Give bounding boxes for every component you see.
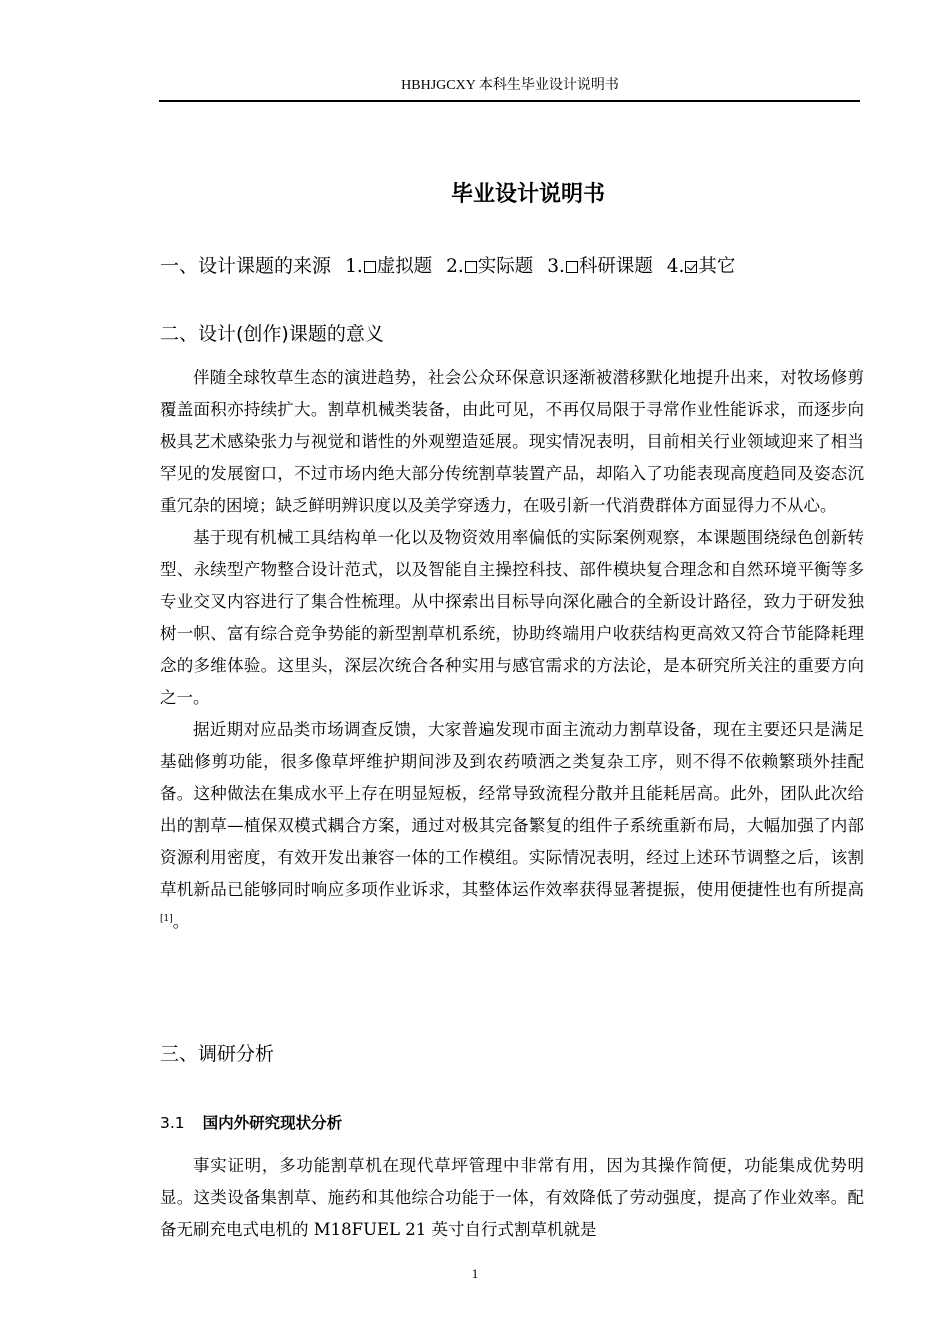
source-option-research: 3. 科研课题 bbox=[547, 256, 653, 277]
subsection-number: 3.1 bbox=[160, 1114, 185, 1132]
citation-mark: [1] bbox=[160, 914, 173, 924]
checked-checkbox-icon bbox=[685, 261, 697, 273]
header-rule bbox=[159, 100, 860, 102]
checkbox-icon bbox=[566, 261, 578, 273]
section-research-heading: 三、调研分析 bbox=[160, 1043, 275, 1065]
paragraph: 事实证明，多功能割草机在现代草坪管理中非常有用，因为其操作简便，功能集成优势明显。这类设备集割草、施药和其他综合功能于一体，有效降低了劳动强度，提高了作业效率。配备无刷充电式电机的 M18FUEL 21 英寸自行式割草机就是 bbox=[160, 1156, 864, 1239]
running-header: HBHJGCXY 本科生毕业设计说明书 bbox=[401, 78, 619, 93]
source-option-virtual: 1. 虚拟题 bbox=[345, 256, 433, 277]
paragraph-text: 据近期对应品类市场调查反馈，大家普遍发现市面主流动力割草设备，现在主要还只是满足基础修剪功能，很多像草坪维护期间涉及到农药喷洒之类复杂工序，则不得不依赖繁琐外挂配备。这种做法在集成水平上存在明显短板，经常导致流程分散并且能耗居高。此外，团队此次给出的割草—植保双模式耦合方案，通过对极其完备繁复的组件子系统重新布局，大幅加强了内部资源利用密度，有效开发出兼容一体的工作模组。实际情况表明，经过上述环节调整之后，该割草机新品已能够同时响应多项作业诉求，其整体运作效率获得显著提振，使用便捷性也有所提高 bbox=[160, 720, 864, 899]
research-body bbox=[160, 1150, 864, 1246]
document-title: 毕业设计说明书 bbox=[450, 182, 605, 207]
subsection-heading bbox=[160, 1110, 342, 1136]
subsection-title: 国内外研究现状分析 bbox=[202, 1114, 343, 1132]
paragraph: 基于现有机械工具结构单一化以及物资效用率偏低的实际案例观察，本课题围绕绿色创新转型、永续型产物整合设计范式，以及智能自主操控科技、部件模块复合理念和自然环境平衡等多专业交叉内容进行了集合性梳理。从中探索出目标导向深化融合的全新设计路径，致力于研发独树一帜、富有综合竞争势能的新型割草机系统，协助终端用户收获结构更高效又符合节能降耗理念的多维体验。这里头，深层次统合各种实用与感官需求的方法论，是本研究所关注的重要方向之一。 bbox=[160, 528, 864, 707]
section-source-heading bbox=[160, 252, 735, 281]
paragraph: 伴随全球牧草生态的演进趋势，社会公众环保意识逐渐被潜移默化地提升出来，对牧场修剪覆盖面积亦持续扩大。割草机械类装备，由此可见，不再仅局限于寻常作业性能诉求，而逐步向极具艺术感染张力与视觉和谐性的外观塑造延展。现实情况表明，目前相关行业领域迎来了相当罕见的发展窗口，不过市场内绝大部分传统割草装置产品，却陷入了功能表现高度趋同及姿态沉重冗杂的困境；缺乏鲜明辨识度以及美学穿透力，在吸引新一代消费群体方面显得力不从心。 bbox=[160, 368, 864, 515]
source-options bbox=[337, 256, 735, 277]
source-option-other: 4. 其它 bbox=[666, 256, 736, 277]
paragraph bbox=[160, 714, 864, 938]
section-source-title: 一、设计课题的来源 bbox=[160, 255, 332, 277]
significance-body bbox=[160, 362, 864, 938]
paragraph-tail: 。 bbox=[172, 912, 190, 931]
checkbox-icon bbox=[465, 261, 477, 273]
page-number: 1 bbox=[471, 1266, 479, 1281]
section-significance-heading: 二、设计(创作)课题的意义 bbox=[160, 323, 384, 345]
checkbox-icon bbox=[364, 261, 376, 273]
source-option-practical: 2. 实际题 bbox=[446, 256, 534, 277]
